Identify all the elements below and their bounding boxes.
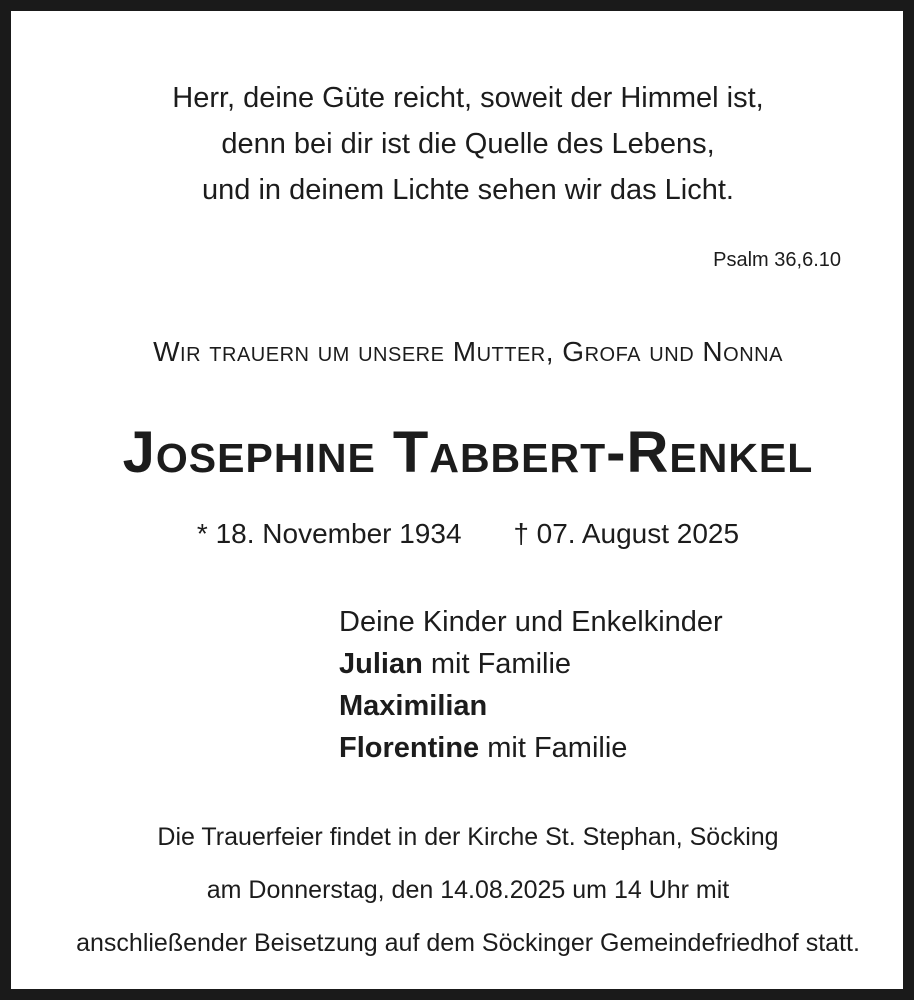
death-date: † 07. August 2025 (513, 518, 740, 549)
mourning-line: Wir trauern um unsere Mutter, Grofa und Nonna (153, 336, 783, 367)
family-member-name: Julian (339, 648, 423, 680)
verse-line-3: und in deinem Lichte sehen wir das Licht. (202, 174, 734, 206)
family-intro: Deine Kinder und Enkelkinder (339, 606, 723, 638)
family-member-suffix: mit Familie (422, 648, 572, 680)
verse-line-1: Herr, deine Güte reicht, soweit der Himmel ist, (172, 82, 764, 114)
family-member-name: Florentine (339, 732, 480, 764)
service-line-1: Die Trauerfeier findet in der Kirche St. Stephan, Söcking (157, 823, 779, 851)
service-line-3: anschließender Beisetzung auf dem Söckinger Gemeindefriedhof statt. (76, 929, 860, 957)
verse-line-2: denn bei dir ist die Quelle des Lebens, (221, 128, 715, 160)
family-list (339, 601, 723, 769)
family-member (339, 727, 723, 769)
deceased-name: Josephine Tabbert-Renkel (122, 420, 814, 485)
family-member-suffix: mit Familie (479, 732, 628, 764)
psalm-verse (11, 75, 914, 213)
family-member-name: Maximilian (339, 690, 488, 722)
family-member (339, 643, 723, 685)
verse-source: Psalm 36,6.10 (713, 249, 841, 271)
funeral-service-info (11, 811, 914, 970)
life-dates (11, 518, 914, 550)
family-member (339, 685, 723, 727)
service-line-2: am Donnerstag, den 14.08.2025 um 14 Uhr mit (206, 876, 730, 904)
birth-date: * 18. November 1934 (196, 518, 462, 549)
